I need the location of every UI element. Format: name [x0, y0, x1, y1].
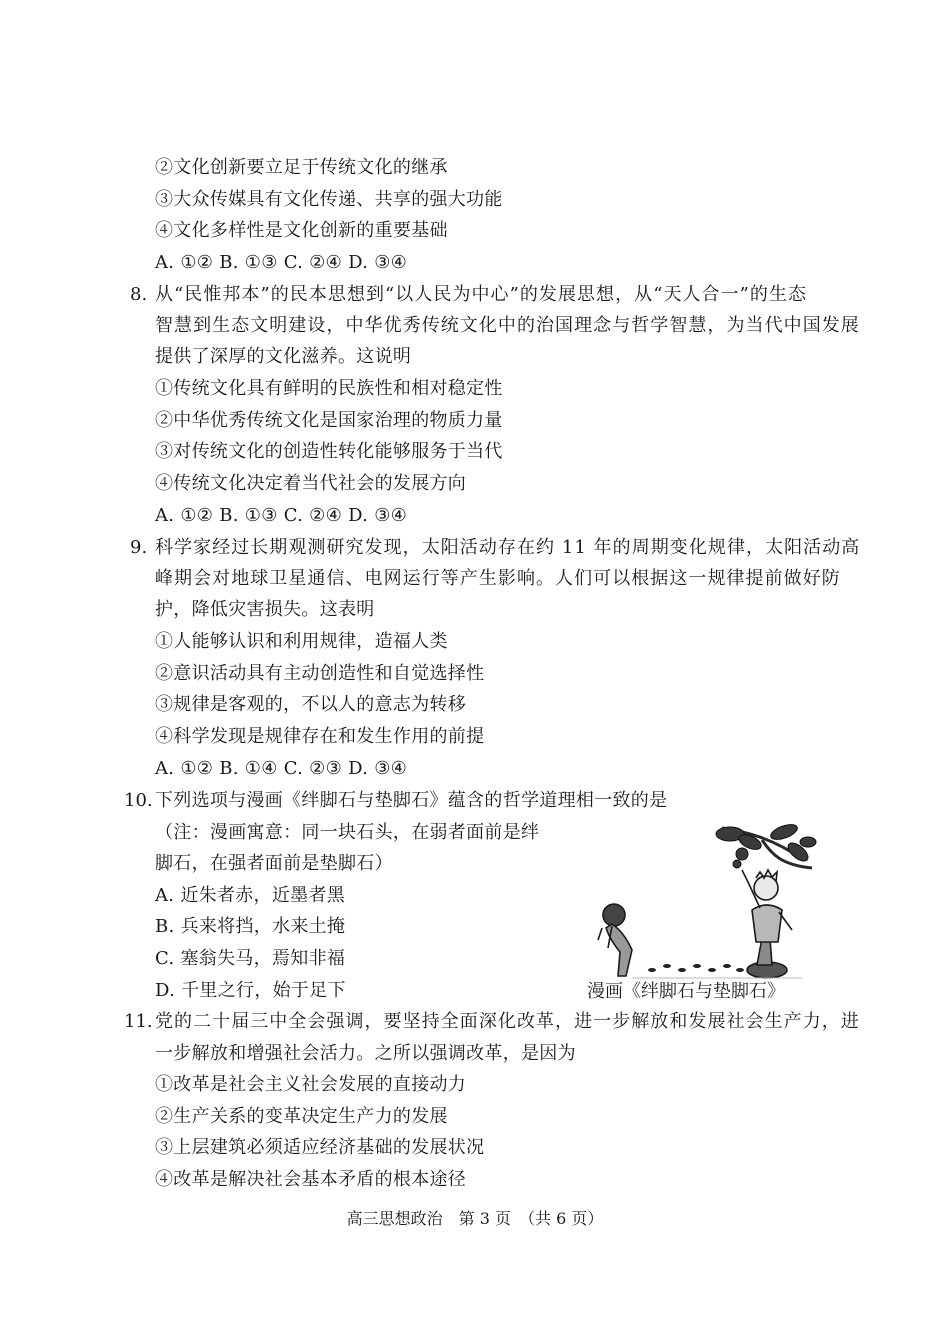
q8-option-1: ①传统文化具有鲜明的民族性和相对稳定性: [155, 378, 503, 399]
q11-option-4: ④改革是解决社会基本矛盾的根本途径: [155, 1169, 467, 1190]
strong-man-figure: [742, 870, 792, 978]
q11-option-2: ②生产关系的变革决定生产力的发展: [155, 1106, 448, 1127]
q8-stem-line-2: 智慧到生态文明建设，中华优秀传统文化中的治国理念与哲学智慧，为当代中国发展: [155, 315, 860, 336]
q9-stem-line-2: 峰期会对地球卫星通信、电网运行等产生影响。人们可以根据这一规律提前做好防: [155, 568, 841, 589]
q9-answer-choices: A. ①② B. ①④ C. ②③ D. ③④: [155, 758, 408, 779]
q8-stem-line-3: 提供了深厚的文化滋养。这说明: [155, 346, 412, 367]
q11-stem-line-2: 一步解放和增强社会活力。之所以强调改革，是因为: [155, 1043, 576, 1064]
footprints: [648, 964, 744, 972]
cartoon-caption: 漫画《绊脚石与垫脚石》: [587, 981, 785, 1002]
q8-stem-line-1: 从“民惟邦本”的民本思想到“以人民为中心”的发展思想，从“天人合一”的生态: [155, 284, 808, 305]
q9-stem-line-3: 护，降低灾害损失。这表明: [155, 599, 375, 620]
q9-option-2: ②意识活动具有主动创造性和自觉选择性: [155, 663, 485, 684]
q8-number: 8.: [130, 284, 148, 305]
q7-answer-choices: A. ①② B. ①③ C. ②④ D. ③④: [155, 252, 408, 273]
q10-option-b: B. 兵来将挡，水来土掩: [155, 916, 346, 937]
q11-option-3: ③上层建筑必须适应经济基础的发展状况: [155, 1137, 485, 1158]
q7-option-4: ④文化多样性是文化创新的重要基础: [155, 220, 448, 241]
page-footer: 高三思想政治 第 3 页 （共 6 页）: [346, 1209, 604, 1228]
q10-option-a: A. 近朱者赤，近墨者黑: [155, 885, 346, 906]
q9-number: 9.: [130, 537, 148, 558]
q7-option-2: ②文化创新要立足于传统文化的继承: [155, 157, 448, 178]
q7-option-3: ③大众传媒具有文化传递、共享的强大功能: [155, 189, 503, 210]
q11-number: 11.: [124, 1011, 153, 1032]
q8-option-2: ②中华优秀传统文化是国家治理的物质力量: [155, 410, 503, 431]
q9-stem-line-1: 科学家经过长期观测研究发现，太阳活动存在约 11 年的周期变化规律，太阳活动高: [155, 537, 861, 558]
cartoon-illustration: [572, 820, 817, 985]
q8-answer-choices: A. ①② B. ①③ C. ②④ D. ③④: [155, 505, 408, 526]
q8-option-4: ④传统文化决定着当代社会的发展方向: [155, 473, 467, 494]
q8-option-3: ③对传统文化的创造性转化能够服务于当代: [155, 441, 503, 462]
q9-option-4: ④科学发现是规律存在和发生作用的前提: [155, 726, 485, 747]
weak-man-figure: [598, 904, 632, 976]
q9-option-3: ③规律是客观的，不以人的意志为转移: [155, 694, 467, 715]
q10-option-c: C. 塞翁失马，焉知非福: [155, 948, 346, 969]
q10-number: 10.: [124, 790, 153, 811]
q10-note-line-1: （注：漫画寓意：同一块石头，在弱者面前是绊: [155, 822, 540, 843]
q11-option-1: ①改革是社会主义社会发展的直接动力: [155, 1074, 467, 1095]
q10-stem: 下列选项与漫画《绊脚石与垫脚石》蕴含的哲学道理相一致的是: [155, 790, 668, 811]
q10-option-d: D. 千里之行，始于足下: [155, 980, 346, 1001]
q11-stem-line-1: 党的二十届三中全会强调，要坚持全面深化改革，进一步解放和发展社会生产力，进: [155, 1011, 860, 1032]
q10-note-line-2: 脚石，在强者面前是垫脚石）: [155, 853, 393, 874]
q9-option-1: ①人能够认识和利用规律，造福人类: [155, 631, 448, 652]
